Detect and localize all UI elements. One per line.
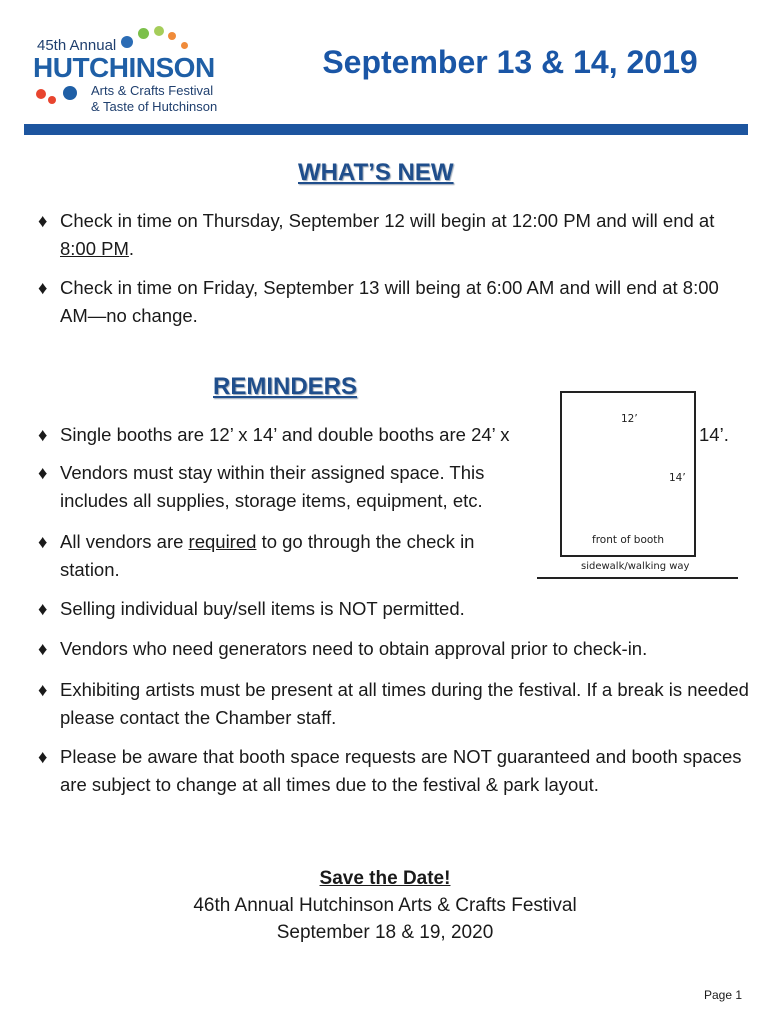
whats-new-item-2-text: Check in time on Friday, September 13 will being at 6:00 AM and will end at 8:00 AM—no change. <box>60 277 719 326</box>
sidewalk-line <box>537 577 738 579</box>
booth-depth-label: 14’ <box>669 472 686 484</box>
reminder-item-3-underlined: required <box>188 531 257 552</box>
bullet-diamond-icon: ♦ <box>38 746 48 767</box>
reminder-item-4-text: Selling individual buy/sell items is NOT permitted. <box>60 598 465 619</box>
booth-front-label: front of booth <box>592 534 665 546</box>
bullet-diamond-icon: ♦ <box>38 277 48 298</box>
whats-new-item-1-underlined: 8:00 PM <box>60 238 129 259</box>
reminder-item-3 <box>38 528 530 584</box>
reminder-item-5 <box>38 635 750 663</box>
bullet-diamond-icon: ♦ <box>38 679 48 700</box>
logo-subtitle-1: Arts & Crafts Festival <box>91 83 214 98</box>
logo-dot-orange-1 <box>168 32 176 40</box>
logo-dot-red <box>36 89 46 99</box>
save-the-date-dates: September 18 & 19, 2020 <box>276 922 494 943</box>
reminder-item-1-text: Single booths are 12’ x 14’ and double booths are 24’ x <box>60 424 510 445</box>
logo-annual-text: 45th Annual <box>37 37 117 54</box>
whats-new-item-1-end: . <box>128 238 135 259</box>
page-number: Page 1 <box>704 988 743 1002</box>
reminder-item-1 <box>38 421 560 449</box>
bullet-diamond-icon: ♦ <box>38 424 48 445</box>
logo-dot-green <box>138 28 149 39</box>
save-the-date-heading: Save the Date! <box>319 868 451 889</box>
whats-new-item-2 <box>38 274 750 330</box>
festival-logo <box>33 24 233 124</box>
reminder-item-1-end: 14’. <box>699 424 729 445</box>
booth-width-label: 12’ <box>621 413 638 425</box>
reminder-item-3-text: All vendors are <box>60 531 189 552</box>
whats-new-heading: WHAT’S NEW <box>298 159 454 186</box>
logo-name-text: HUTCHINSON <box>33 52 215 83</box>
reminder-item-3-end: to go through the check in station. <box>60 531 475 580</box>
sidewalk-label: sidewalk/walking way <box>581 561 690 572</box>
reminder-item-7 <box>38 743 750 799</box>
bullet-diamond-icon: ♦ <box>38 598 48 619</box>
logo-dot-blue <box>121 36 133 48</box>
header-divider-bar <box>24 124 748 135</box>
reminder-item-6 <box>38 676 750 732</box>
bullet-diamond-icon: ♦ <box>38 531 48 552</box>
reminders-heading: REMINDERS <box>213 373 358 400</box>
logo-subtitle-2: & Taste of Hutchinson <box>91 99 218 114</box>
whats-new-item-1-text: Check in time on Thursday, September 12 will begin at 12:00 PM and will end at <box>60 210 715 231</box>
whats-new-item-1 <box>38 207 740 263</box>
bullet-diamond-icon: ♦ <box>38 462 48 483</box>
logo-dot-orange-2 <box>181 42 188 49</box>
bullet-diamond-icon: ♦ <box>38 638 48 659</box>
save-the-date-event: 46th Annual Hutchinson Arts & Crafts Festival <box>193 895 577 916</box>
reminder-item-4 <box>38 595 750 623</box>
logo-dot-red-2 <box>48 96 56 104</box>
logo-dot-lightgreen <box>154 26 164 36</box>
reminder-item-7-text: Please be aware that booth space requests are NOT guaranteed and booth spaces are subject to change at all times due to the festival & park layout. <box>60 746 742 795</box>
event-date-title: September 13 & 14, 2019 <box>322 44 698 80</box>
logo-dot-darkblue <box>63 86 77 100</box>
reminder-item-5-text: Vendors who need generators need to obtain approval prior to check-in. <box>60 638 648 659</box>
reminder-item-2-text: Vendors must stay within their assigned space. This includes all supplies, storage items, equipment, etc. <box>60 462 485 511</box>
bullet-diamond-icon: ♦ <box>38 210 48 231</box>
reminder-item-2 <box>38 459 540 515</box>
reminder-item-6-text: Exhibiting artists must be present at all times during the festival. If a break is needed please contact the Chamber staff. <box>60 679 749 728</box>
